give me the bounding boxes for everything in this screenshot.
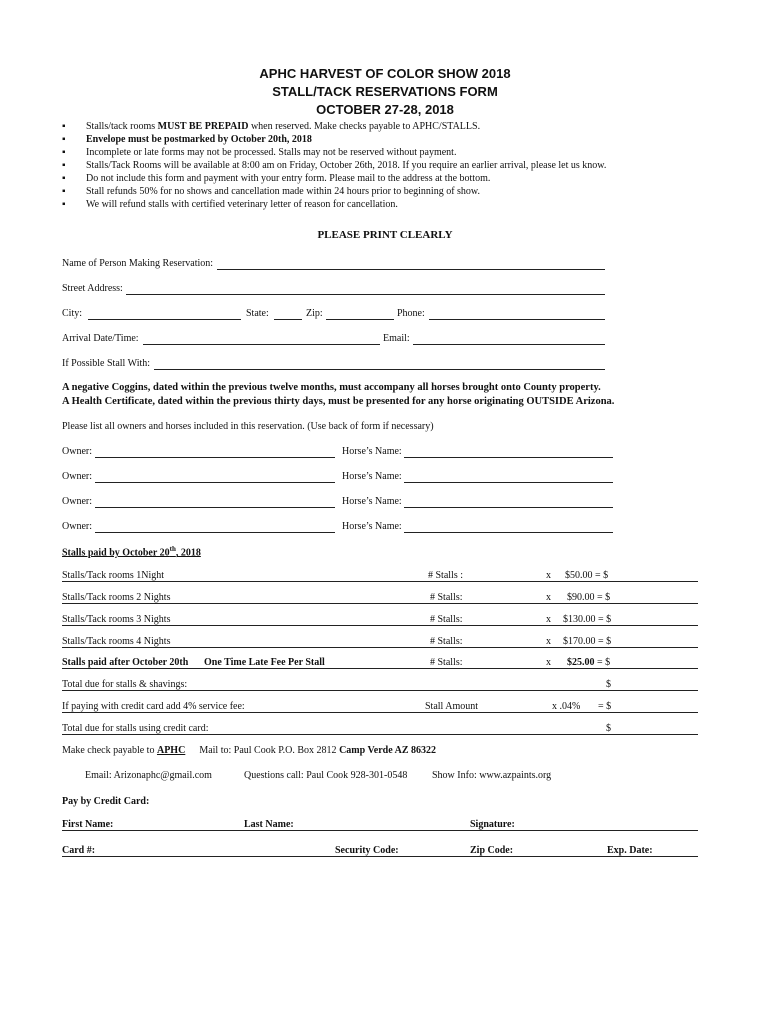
pricing-label: Stalls/Tack rooms 1Night: [62, 570, 165, 581]
payable-info: Make check payable to APHC Mail to: Paul Cook P.O. Box 2812 Camp Verde AZ 86322: [62, 745, 437, 756]
state-label: State:: [246, 308, 269, 319]
horse-field[interactable]: [404, 507, 613, 508]
cc-exp-label: Exp. Date:: [607, 845, 653, 856]
owners-note: Please list all owners and horses included in this reservation. (Use back of form if necessary): [62, 421, 434, 432]
owner-field[interactable]: [95, 482, 335, 483]
rule-item: ▪ Stalls/Tack Rooms will be available at 8:00 am on Friday, October 26th, 2018. If you require an earlier arrival, please let us know.: [62, 159, 606, 172]
pricing-row-line[interactable]: [62, 668, 698, 669]
percent-equals: = $: [598, 701, 612, 712]
contact-questions: Questions call: Paul Cook 928-301-0548: [244, 770, 408, 781]
cc-last-name-label: Last Name:: [244, 819, 294, 830]
pricing-row-line[interactable]: [62, 603, 698, 604]
multiply-label: x: [546, 570, 551, 581]
cc-card-number-label: Card #:: [62, 845, 96, 856]
price-label: $90.00 = $: [567, 592, 611, 603]
price-label: $25.00 = $: [567, 657, 611, 668]
form-title-line2: STALL/TACK RESERVATIONS FORM: [272, 84, 498, 99]
state-field[interactable]: [274, 319, 302, 320]
street-field[interactable]: [126, 294, 605, 295]
stalls-count-label: # Stalls:: [430, 657, 463, 668]
dollar-sign: $: [606, 679, 611, 690]
horse-label: Horse’s Name:: [342, 521, 402, 532]
print-clearly-heading: PLEASE PRINT CLEARLY: [317, 229, 453, 241]
pay-credit-heading: Pay by Credit Card:: [62, 796, 150, 807]
stall-with-label: If Possible Stall With:: [62, 358, 151, 369]
pricing-label: Stalls/Tack rooms 4 Nights: [62, 636, 171, 647]
price-label: $50.00 = $: [565, 570, 609, 581]
owner-label: Owner:: [62, 471, 92, 482]
owner-label: Owner:: [62, 446, 92, 457]
credit-fee-label: If paying with credit card add 4% service fee:: [62, 701, 245, 712]
multiply-label: x: [546, 592, 551, 603]
stalls-paid-by-heading: Stalls paid by October 20th, 2018: [62, 545, 201, 559]
owner-label: Owner:: [62, 521, 92, 532]
total-credit-label: Total due for stalls using credit card:: [62, 723, 209, 734]
phone-field[interactable]: [429, 319, 605, 320]
rules-list: [62, 120, 606, 211]
name-label: Name of Person Making Reservation:: [62, 258, 214, 269]
pricing-label: Stalls/Tack rooms 2 Nights: [62, 592, 171, 603]
stalls-count-label: # Stalls:: [430, 614, 463, 625]
credit-fee-line[interactable]: [62, 712, 698, 713]
health-certificate-notice: A Health Certificate, dated within the previous thirty days, must be presented for any horse originating OUTSIDE Arizona.: [62, 396, 615, 407]
contact-email: Email: Arizonaphc@gmail.com: [85, 770, 212, 781]
stall-with-field[interactable]: [154, 369, 605, 370]
rule-item: ▪ Do not include this form and payment with your entry form. Please mail to the address at the bottom.: [62, 172, 606, 185]
rule-item: ▪ Incomplete or late forms may not be processed. Stalls may not be reserved without payment.: [62, 146, 606, 159]
pricing-row-line[interactable]: [62, 581, 698, 582]
stalls-count-label: # Stalls :: [428, 570, 464, 581]
stall-amount-label: Stall Amount: [425, 701, 479, 712]
cc-security-code-label: Security Code:: [335, 845, 399, 856]
owner-label: Owner:: [62, 496, 92, 507]
rule-item: ▪ Stalls/tack rooms MUST BE PREPAID when reserved. Make checks payable to APHC/STALLS.: [62, 120, 606, 133]
owner-field[interactable]: [95, 507, 335, 508]
multiply-label: x: [546, 636, 551, 647]
rule-item: ▪ Envelope must be postmarked by October 20th, 2018: [62, 133, 606, 146]
stalls-count-label: # Stalls:: [430, 636, 463, 647]
phone-label: Phone:: [397, 308, 425, 319]
cc-signature-label: Signature:: [470, 819, 515, 830]
total-shavings-label: Total due for stalls & shavings:: [62, 679, 188, 690]
percent-label: x .04%: [552, 701, 581, 712]
dollar-sign: $: [606, 723, 611, 734]
total-credit-line[interactable]: [62, 734, 698, 735]
city-field[interactable]: [88, 319, 241, 320]
stalls-count-label: # Stalls:: [430, 592, 463, 603]
form-title-line3: OCTOBER 27-28, 2018: [316, 102, 454, 117]
late-fee-label: Stalls paid after October 20th: [62, 657, 189, 668]
rule-item: ▪ We will refund stalls with certified veterinary letter of reason for cancellation.: [62, 198, 606, 211]
cc-name-line[interactable]: [62, 830, 698, 831]
zip-field[interactable]: [326, 319, 394, 320]
late-fee-description: One Time Late Fee Per Stall: [204, 657, 325, 668]
email-field[interactable]: [413, 344, 605, 345]
street-label: Street Address:: [62, 283, 123, 294]
multiply-label: x: [546, 614, 551, 625]
pricing-row-line[interactable]: [62, 647, 698, 648]
contact-show-info: Show Info: www.azpaints.org: [432, 770, 552, 781]
zip-label: Zip:: [306, 308, 323, 319]
owner-field[interactable]: [95, 532, 335, 533]
total-shavings-line[interactable]: [62, 690, 698, 691]
owner-field[interactable]: [95, 457, 335, 458]
horse-field[interactable]: [404, 532, 613, 533]
horse-label: Horse’s Name:: [342, 471, 402, 482]
cc-zip-label: Zip Code:: [470, 845, 514, 856]
price-label: $170.00 = $: [563, 636, 612, 647]
horse-field[interactable]: [404, 457, 613, 458]
pricing-label: Stalls/Tack rooms 3 Nights: [62, 614, 171, 625]
cc-card-line[interactable]: [62, 856, 698, 857]
price-label: $130.00 = $: [563, 614, 612, 625]
name-field[interactable]: [217, 269, 605, 270]
arrival-field[interactable]: [143, 344, 380, 345]
email-label: Email:: [383, 333, 410, 344]
horse-label: Horse’s Name:: [342, 496, 402, 507]
multiply-label: x: [546, 657, 551, 668]
horse-label: Horse’s Name:: [342, 446, 402, 457]
cc-first-name-label: First Name:: [62, 819, 114, 830]
arrival-label: Arrival Date/Time:: [62, 333, 139, 344]
coggins-notice: A negative Coggins, dated within the previous twelve months, must accompany all horses brought onto County property.: [62, 382, 601, 393]
city-label: City:: [62, 308, 83, 319]
form-title-line1: APHC HARVEST OF COLOR SHOW 2018: [259, 66, 511, 81]
rule-item: ▪ Stall refunds 50% for no shows and cancellation made within 24 hours prior to beginning of show.: [62, 185, 606, 198]
pricing-row-line[interactable]: [62, 625, 698, 626]
horse-field[interactable]: [404, 482, 613, 483]
